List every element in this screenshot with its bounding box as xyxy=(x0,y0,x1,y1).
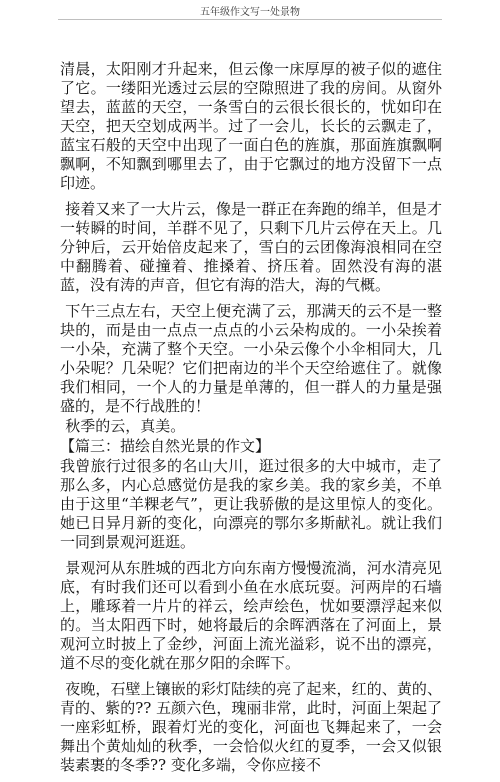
paragraph-sheep-clouds: 接着又来了一大片云，像是一群正在奔跑的绵羊，但是才一转瞬的时间，羊群不见了，只剩下几片云停在天上。几分钟后，云开始倍皮起来了，雪白的云团像海浪相同在空中翻腾着、碰撞着、推搡着、挤压着。固然没有海的湛蓝，没有涛的声音，但它有海的浩大，海的气概。 xyxy=(60,200,442,294)
paragraph-autumn-clouds: 秋季的云，真美。 xyxy=(65,417,186,435)
page-header-title: 五年级作文写一处景物 xyxy=(200,7,300,18)
paragraph-scenic-river: 景观河从东胜城的西北方向东南方慢慢流淌，河水清亮见底，有时我们还可以看到小鱼在水底玩耍。河两岸的石墙上，雕琢着一片片的祥云，绘声绘色，忧如要漂浮起来似的。当太阳西下时，她将最后的余晖洒落在了河面上，景观河立时披上了金纱，河面上流光溢彩，说不出的漂亮，道不尽的变化就在那夕阳的余晖下。 xyxy=(60,559,442,672)
paragraph-night-lights: 夜晚，石壁上镶嵌的彩灯陆续的亮了起来，红的、黄的、青的、紫的?? 五颜六色，瑰丽非常，此时，河面上架起了一座彩虹桥，跟着灯光的变化，河面也飞舞起来了，一会舞出个黄灿灿的秋季，一会恰似火红的夏季，一会又似银装素裹的冬季?? 变化多端，令你应接不 xyxy=(60,680,442,774)
paragraph-hometown: 我曾旅行过很多的名山大川，逛过很多的大中城市，走了那么多，内心总感觉仿是我的家乡美。我的家乡美，不单由于这里“羊粿老气”，更让我骄傲的是这里惊人的变化。她已日异月新的变化，向漂亮的鄂尔多斯献礼。就让我们一同到景观河逛逛。 xyxy=(60,457,442,551)
header-divider xyxy=(58,19,442,20)
section-title: 【篇三：描绘自然光景的作文】 xyxy=(60,437,271,455)
document-body xyxy=(60,60,442,782)
paragraph-morning-clouds: 清晨，太阳刚才升起来，但云像一床厚厚的被子似的遮住了它。一缕阳光透过云层的空隙照进了我的房间。从窗外望去，蓝蓝的天空，一条雪白的云很长很长的，忧如印在天空，把天空划成两半。过了一会儿，长长的云飘走了，蓝宝石般的天空中出现了一面白色的旌旗，那面旌旗飘啊飘啊，不知飘到哪里去了，由于它飘过的地方没留下一点印迹。 xyxy=(60,60,442,192)
paragraph-afternoon-clouds: 下午三点左右，天空上便充满了云，那满天的云不是一整块的，而是由一点点一点点的小云朵构成的。一小朵挨着一小朵，充满了整个天空。一小朵云像个小伞相同大，几小朵呢？几朵呢？它们把南边的半个天空给遮住了。就像我们相同，一个人的力量是单薄的，但一群人的力量是强盛的，是不行战胜的！ xyxy=(60,302,442,415)
